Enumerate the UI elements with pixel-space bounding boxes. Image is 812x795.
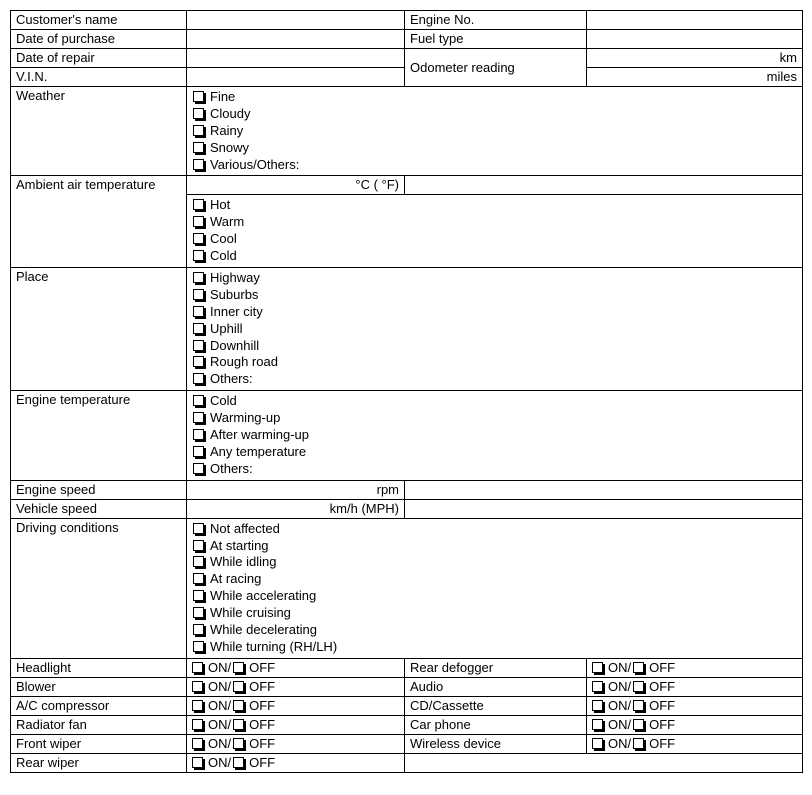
off-label: OFF <box>649 697 676 713</box>
checkbox-icon[interactable] <box>192 738 203 749</box>
checkbox-icon[interactable] <box>193 624 204 635</box>
on-label: ON/ <box>608 678 632 694</box>
weather-label: Weather <box>11 87 187 176</box>
place-option-label: Suburbs <box>210 286 259 302</box>
checkbox-icon[interactable] <box>193 540 204 551</box>
checkbox-icon[interactable] <box>193 446 204 457</box>
off-label: OFF <box>249 659 276 675</box>
off-label: OFF <box>649 735 676 751</box>
vehicle-speed-field[interactable] <box>187 499 405 518</box>
ambient-option-label: Cool <box>210 231 237 247</box>
on-off-toggle[interactable] <box>192 679 275 695</box>
checkbox-icon[interactable] <box>193 590 204 601</box>
checkbox-icon[interactable] <box>233 719 244 730</box>
on-off-toggle[interactable] <box>592 660 675 676</box>
vin-field[interactable] <box>187 68 405 87</box>
driving-condition-option[interactable] <box>193 605 797 622</box>
off-label: OFF <box>249 697 276 713</box>
checkbox-icon[interactable] <box>193 159 204 170</box>
checkbox-icon[interactable] <box>193 523 204 534</box>
vehicle-speed-unit: km/h (MPH) <box>329 500 399 516</box>
driving-condition-option-label: While turning (RH/LH) <box>210 638 338 654</box>
engine-temperature-options <box>187 391 803 480</box>
switch-onoff-rear-wiper <box>187 753 405 772</box>
switch-onoff-radiator-fan <box>187 715 405 734</box>
switch-label-ac-compressor: A/C compressor <box>11 696 187 715</box>
checkbox-icon[interactable] <box>633 700 644 711</box>
driving-condition-option-label: While accelerating <box>210 588 317 604</box>
checkbox-icon[interactable] <box>633 662 644 673</box>
on-label: ON/ <box>208 754 232 770</box>
engine-temperature-option-label: Warming-up <box>210 410 281 426</box>
odometer-label: Odometer reading <box>405 49 587 87</box>
weather-option[interactable] <box>193 140 797 157</box>
engine-temperature-option[interactable] <box>193 444 797 461</box>
checkbox-icon[interactable] <box>193 340 204 351</box>
switch-label-wireless-device: Wireless device <box>405 734 587 753</box>
place-option-label: Rough road <box>210 354 278 370</box>
checkbox-icon[interactable] <box>192 757 203 768</box>
engine-temperature-option-label: Cold <box>210 393 237 409</box>
engine-temperature-option[interactable] <box>193 393 797 410</box>
checkbox-icon[interactable] <box>193 323 204 334</box>
checkbox-icon[interactable] <box>192 719 203 730</box>
switch-label-car-phone: Car phone <box>405 715 587 734</box>
ambient-option-label: Hot <box>210 197 231 213</box>
ambient-temperature-blank <box>405 176 803 195</box>
checkbox-icon[interactable] <box>233 738 244 749</box>
weather-option[interactable] <box>193 106 797 123</box>
place-option-label: Others: <box>210 371 253 387</box>
on-label: ON/ <box>608 697 632 713</box>
checkbox-icon[interactable] <box>193 306 204 317</box>
checkbox-icon[interactable] <box>233 662 244 673</box>
on-off-toggle[interactable] <box>192 755 275 771</box>
checkbox-icon[interactable] <box>193 412 204 423</box>
checkbox-icon[interactable] <box>233 700 244 711</box>
on-off-toggle[interactable] <box>592 717 675 733</box>
on-label: ON/ <box>608 735 632 751</box>
checkbox-icon[interactable] <box>633 738 644 749</box>
checkbox-icon[interactable] <box>193 289 204 300</box>
odometer-km-unit: km <box>779 50 797 65</box>
vehicle-speed-label: Vehicle speed <box>11 499 187 518</box>
driving-condition-option-label: While cruising <box>210 605 291 621</box>
odometer-miles-unit: miles <box>766 69 797 84</box>
checkbox-icon[interactable] <box>192 700 203 711</box>
switch-onoff-cd-cassette <box>587 696 803 715</box>
switch-onoff-wireless-device <box>587 734 803 753</box>
place-option-label: Uphill <box>210 320 243 336</box>
weather-option[interactable] <box>193 157 797 174</box>
checkbox-icon[interactable] <box>193 429 204 440</box>
checkbox-icon[interactable] <box>193 641 204 652</box>
off-label: OFF <box>249 735 276 751</box>
off-label: OFF <box>249 754 276 770</box>
driving-condition-option[interactable] <box>193 538 797 555</box>
ambient-temperature-label: Ambient air temperature <box>11 176 187 268</box>
checkbox-icon[interactable] <box>592 662 603 673</box>
switch-onoff-front-wiper <box>187 734 405 753</box>
date-of-purchase-field[interactable] <box>187 30 405 49</box>
checkbox-icon[interactable] <box>592 719 603 730</box>
ambient-option-label: Warm <box>210 214 245 230</box>
engine-speed-label: Engine speed <box>11 480 187 499</box>
switch-label-rear-defogger: Rear defogger <box>405 658 587 677</box>
weather-option-label: Fine <box>210 89 236 104</box>
on-label: ON/ <box>608 716 632 732</box>
driving-condition-option[interactable] <box>193 521 797 538</box>
engine-temperature-option-label: Any temperature <box>210 443 307 459</box>
driving-conditions-options <box>187 518 803 658</box>
engine-temperature-option-label: Others: <box>210 460 253 476</box>
checkbox-icon[interactable] <box>633 719 644 730</box>
on-off-toggle[interactable] <box>592 698 675 714</box>
switch-label-cd-cassette: CD/Cassette <box>405 696 587 715</box>
engine-temperature-option-label: After warming-up <box>210 427 309 443</box>
checkbox-icon[interactable] <box>193 556 204 567</box>
driving-conditions-label: Driving conditions <box>11 518 187 658</box>
place-option[interactable] <box>193 321 797 338</box>
off-label: OFF <box>249 716 276 732</box>
on-off-toggle[interactable] <box>592 736 675 752</box>
driving-condition-option[interactable] <box>193 588 797 605</box>
on-off-toggle[interactable] <box>592 679 675 695</box>
driving-condition-option-label: At racing <box>210 571 262 587</box>
switch-onoff-rear-defogger <box>587 658 803 677</box>
checkbox-icon[interactable] <box>233 681 244 692</box>
checkbox-icon[interactable] <box>193 216 204 227</box>
engine-temperature-option[interactable] <box>193 410 797 427</box>
place-option[interactable] <box>193 338 797 355</box>
vin-label: V.I.N. <box>11 68 187 87</box>
checkbox-icon[interactable] <box>193 233 204 244</box>
ambient-temperature-unit: °C ( °F) <box>355 177 399 193</box>
driving-condition-option[interactable] <box>193 571 797 588</box>
switch-onoff-car-phone <box>587 715 803 734</box>
on-label: ON/ <box>608 659 632 675</box>
weather-option-label: Rainy <box>210 122 244 138</box>
engine-no-label: Engine No. <box>405 11 587 30</box>
checkbox-icon[interactable] <box>193 356 204 367</box>
driving-condition-option-label: Not affected <box>210 520 280 536</box>
engine-temperature-option[interactable] <box>193 461 797 478</box>
vehicle-speed-blank <box>405 499 803 518</box>
ambient-option[interactable] <box>193 248 797 265</box>
driving-condition-option[interactable] <box>193 554 797 571</box>
weather-option-label: Various/Others: <box>210 156 300 172</box>
checkbox-icon[interactable] <box>193 91 204 102</box>
checkbox-icon[interactable] <box>592 700 603 711</box>
switch-label-headlight: Headlight <box>11 658 187 677</box>
ambient-temperature-field[interactable] <box>187 176 405 195</box>
on-off-toggle[interactable] <box>192 698 275 714</box>
odometer-miles-field[interactable] <box>587 68 803 87</box>
on-label: ON/ <box>208 697 232 713</box>
ambient-option[interactable] <box>193 214 797 231</box>
place-option[interactable] <box>193 270 797 287</box>
place-label: Place <box>11 268 187 391</box>
switch-onoff-blower <box>187 677 405 696</box>
driving-condition-option-label: While decelerating <box>210 622 317 638</box>
engine-speed-blank <box>405 480 803 499</box>
date-of-repair-label: Date of repair <box>11 49 187 68</box>
place-option-label: Highway <box>210 270 260 286</box>
customer-name-label: Customer's name <box>11 11 187 30</box>
place-option[interactable] <box>193 354 797 371</box>
driving-condition-option[interactable] <box>193 639 797 656</box>
fuel-type-field[interactable] <box>587 30 803 49</box>
on-label: ON/ <box>208 735 232 751</box>
checkbox-icon[interactable] <box>193 199 204 210</box>
engine-speed-field[interactable] <box>187 480 405 499</box>
weather-option-label: Snowy <box>210 139 250 155</box>
switch-label-radiator-fan: Radiator fan <box>11 715 187 734</box>
weather-option[interactable] <box>193 89 797 106</box>
ambient-option[interactable] <box>193 231 797 248</box>
switch-label-blower: Blower <box>11 677 187 696</box>
place-option[interactable] <box>193 304 797 321</box>
checkbox-icon[interactable] <box>193 272 204 283</box>
weather-option[interactable] <box>193 123 797 140</box>
checkbox-icon[interactable] <box>193 463 204 474</box>
checkbox-icon[interactable] <box>193 142 204 153</box>
on-off-toggle[interactable] <box>192 736 275 752</box>
worksheet-table <box>10 10 803 773</box>
customer-name-field[interactable] <box>187 11 405 30</box>
engine-temperature-label: Engine temperature <box>11 391 187 480</box>
switch-blank <box>405 753 803 772</box>
place-option[interactable] <box>193 371 797 388</box>
engine-speed-unit: rpm <box>376 481 399 497</box>
checkbox-icon[interactable] <box>192 662 203 673</box>
engine-no-field[interactable] <box>587 11 803 30</box>
checkbox-icon[interactable] <box>193 395 204 406</box>
switch-label-rear-wiper: Rear wiper <box>11 753 187 772</box>
fuel-type-label: Fuel type <box>405 30 587 49</box>
on-label: ON/ <box>208 716 232 732</box>
on-label: ON/ <box>208 659 232 675</box>
date-of-purchase-label: Date of purchase <box>11 30 187 49</box>
place-option-label: Inner city <box>210 303 263 319</box>
place-options <box>187 268 803 391</box>
engine-temperature-option[interactable] <box>193 427 797 444</box>
checkbox-icon[interactable] <box>193 373 204 384</box>
on-label: ON/ <box>208 678 232 694</box>
weather-option-label: Cloudy <box>210 105 251 121</box>
checkbox-icon[interactable] <box>193 607 204 618</box>
checkbox-icon[interactable] <box>193 108 204 119</box>
checkbox-icon[interactable] <box>193 573 204 584</box>
switch-label-audio: Audio <box>405 677 587 696</box>
checkbox-icon[interactable] <box>192 681 203 692</box>
driving-condition-option-label: While idling <box>210 554 277 570</box>
driving-condition-option[interactable] <box>193 622 797 639</box>
weather-options <box>187 87 803 176</box>
on-off-toggle[interactable] <box>192 660 275 676</box>
checkbox-icon[interactable] <box>233 757 244 768</box>
ambient-options <box>187 195 803 268</box>
switch-onoff-audio <box>587 677 803 696</box>
switch-label-front-wiper: Front wiper <box>11 734 187 753</box>
odometer-km-field[interactable] <box>587 49 803 68</box>
date-of-repair-field[interactable] <box>187 49 405 68</box>
off-label: OFF <box>649 716 676 732</box>
checkbox-icon[interactable] <box>592 738 603 749</box>
ambient-option-label: Cold <box>210 248 237 264</box>
switch-onoff-headlight <box>187 658 405 677</box>
on-off-toggle[interactable] <box>192 717 275 733</box>
off-label: OFF <box>649 659 676 675</box>
place-option[interactable] <box>193 287 797 304</box>
checkbox-icon[interactable] <box>193 125 204 136</box>
checkbox-icon[interactable] <box>633 681 644 692</box>
place-option-label: Downhill <box>210 337 260 353</box>
ambient-option[interactable] <box>193 197 797 214</box>
checkbox-icon[interactable] <box>592 681 603 692</box>
off-label: OFF <box>249 678 276 694</box>
off-label: OFF <box>649 678 676 694</box>
driving-condition-option-label: At starting <box>210 537 269 553</box>
checkbox-icon[interactable] <box>193 250 204 261</box>
switch-onoff-ac-compressor <box>187 696 405 715</box>
